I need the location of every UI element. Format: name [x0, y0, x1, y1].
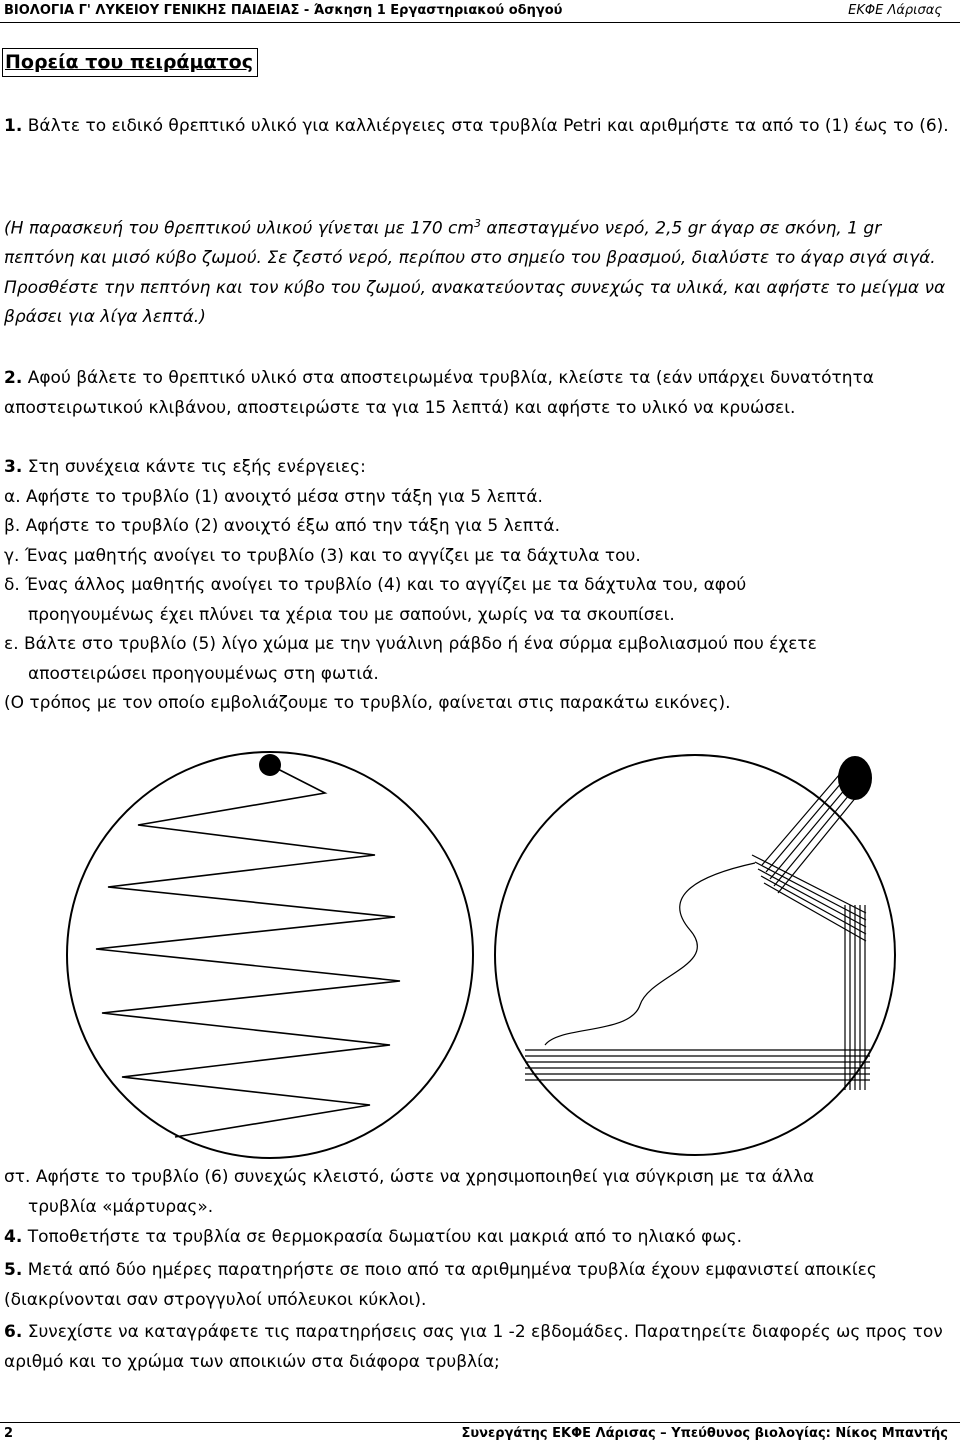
- footer-credit: Συνεργάτης ΕΚΦΕ Λάρισας – Υπεύθυνος βιολογίας: Νίκος Μπαντής: [461, 1426, 948, 1441]
- step-2: [4, 364, 954, 423]
- step-1-number: 1.: [4, 116, 23, 136]
- step-6-text: Συνεχίστε να καταγράφετε τις παρατηρήσεις σας για 1 -2 εβδομάδες. Παρατηρείτε διαφορές ως προς τον αριθμό και το χρώμα των αποικιών στα διάφορα τρυβλία;: [4, 1322, 943, 1372]
- header-divider: [0, 22, 960, 23]
- cm-superscript: 3: [473, 217, 481, 230]
- step-4-text: Τοποθετήστε τα τρυβλία σε θερμοκρασία δωματίου και μακριά από το ηλιακό φως.: [27, 1227, 743, 1247]
- step-1: [4, 112, 954, 142]
- header-right-text: ΕΚΦΕ Λάρισας: [848, 3, 942, 18]
- step-4-number: 4.: [4, 1227, 23, 1247]
- header-left-text: ΒΙΟΛΟΓΙΑ Γ' ΛΥΚΕΙΟΥ ΓΕΝΙΚΗΣ ΠΑΙΔΕΙΑΣ - Άσκηση 1 Εργαστηριακού οδηγού: [4, 3, 563, 18]
- step-3-number: 3.: [4, 457, 23, 477]
- step-2-text: Αφού βάλετε το θρεπτικό υλικό στα αποστειρωμένα τρυβλία, κλείστε τα (εάν υπάρχει δυνατότητα αποστειρωτικού κλιβάνου, αποστειρώστε τα για 15 λεπτά) και αφήστε το υλικό να κρυώσει.: [4, 368, 875, 418]
- substep-a: α. Αφήστε το τρυβλίο (1) ανοιχτό μέσα στην τάξη για 5 λεπτά.: [4, 486, 543, 507]
- step-4: [4, 1223, 954, 1253]
- parallel-streaks: [525, 768, 870, 1090]
- step-2-number: 2.: [4, 368, 23, 388]
- substep-b: β. Αφήστε το τρυβλίο (2) ανοιχτό έξω από την τάξη για 5 λεπτά.: [4, 516, 560, 536]
- page-number: 2: [4, 1426, 14, 1441]
- step-5: [4, 1256, 954, 1315]
- preparation-text-b: απεσταγμένο νερό, 2,5 gr άγαρ σε σκόνη, 1 gr πεπτόνη και μισό κύβο ζωμού. Σε ζεστό νερό, περίπου στο σημείο του βρασμού, διαλύστε το άγαρ σιγά σιγά. Προσθέστε την πεπτόνη και τον κύβο του ζωμού, ανακατεύοντας συνεχώς τα υλικά, και αφήστε το μείγμα να βράσει για λίγα λεπτά.): [4, 218, 946, 328]
- step-3: [4, 453, 954, 483]
- step-5-number: 5.: [4, 1260, 23, 1280]
- step-3-list: [4, 453, 954, 719]
- step-6-number: 6.: [4, 1322, 23, 1342]
- substep-st-line2: τρυβλία «μάρτυρας».: [28, 1196, 214, 1217]
- substep-c: γ. Ένας μαθητής ανοίγει το τρυβλίο (3) και το αγγίζει με τα δάχτυλα του.: [4, 545, 641, 566]
- petri-dish-illustrations: [0, 745, 960, 1165]
- substep-e-line2: αποστειρώσει προηγουμένως στη φωτιά.: [28, 663, 379, 684]
- preparation-note: [4, 209, 954, 333]
- substep-d-line2: προηγουμένως έχει πλύνει τα χέρια του με σαπούνι, χωρίς να τα σκουπίσει.: [28, 604, 675, 625]
- section-title: Πορεία του πειράματος: [2, 48, 258, 77]
- substep-d-line1: δ. Ένας άλλος μαθητής ανοίγει το τρυβλίο (4) και το αγγίζει με τα δάχτυλα του, αφού: [4, 575, 747, 595]
- step-5-text: Μετά από δύο ημέρες παρατηρήστε σε ποιο από τα αριθμημένα τρυβλία έχουν εμφανιστεί αποικίες (διακρίνονται σαν στρογγυλοί υπόλευκοι κύκλοι).: [4, 1260, 877, 1310]
- substep-e-line1: ε. Βάλτε στο τρυβλίο (5) λίγο χώμα με την γυάλινη ράβδο ή ένα σύρμα εμβολιασμού που έχετε: [4, 634, 817, 654]
- page-header: [0, 0, 960, 22]
- petri-dish-left: [67, 752, 473, 1158]
- inoculum-dot-right: [838, 756, 872, 800]
- step-3-substep-st: [4, 1163, 954, 1222]
- inoculation-note: (Ο τρόπος με τον οποίο εμβολιάζουμε το τρυβλίο, φαίνεται στις παρακάτω εικόνες).: [4, 693, 731, 713]
- step-3-text: Στη συνέχεια κάντε τις εξής ενέργειες:: [27, 457, 366, 477]
- step-6: [4, 1318, 954, 1377]
- preparation-text-a: (Η παρασκευή του θρεπτικού υλικού γίνεται με 170 cm: [4, 218, 474, 239]
- substep-st-line1: στ. Αφήστε το τρυβλίο (6) συνεχώς κλειστό, ώστε να χρησιμοποιηθεί για σύγκριση με τα άλλα: [4, 1167, 815, 1187]
- zigzag-streak: [96, 765, 400, 1137]
- step-1-text: Βάλτε το ειδικό θρεπτικό υλικό για καλλιέργειες στα τρυβλία Petri και αριθμήστε τα από το (1) έως το (6).: [27, 116, 949, 136]
- footer-divider: [0, 1422, 960, 1423]
